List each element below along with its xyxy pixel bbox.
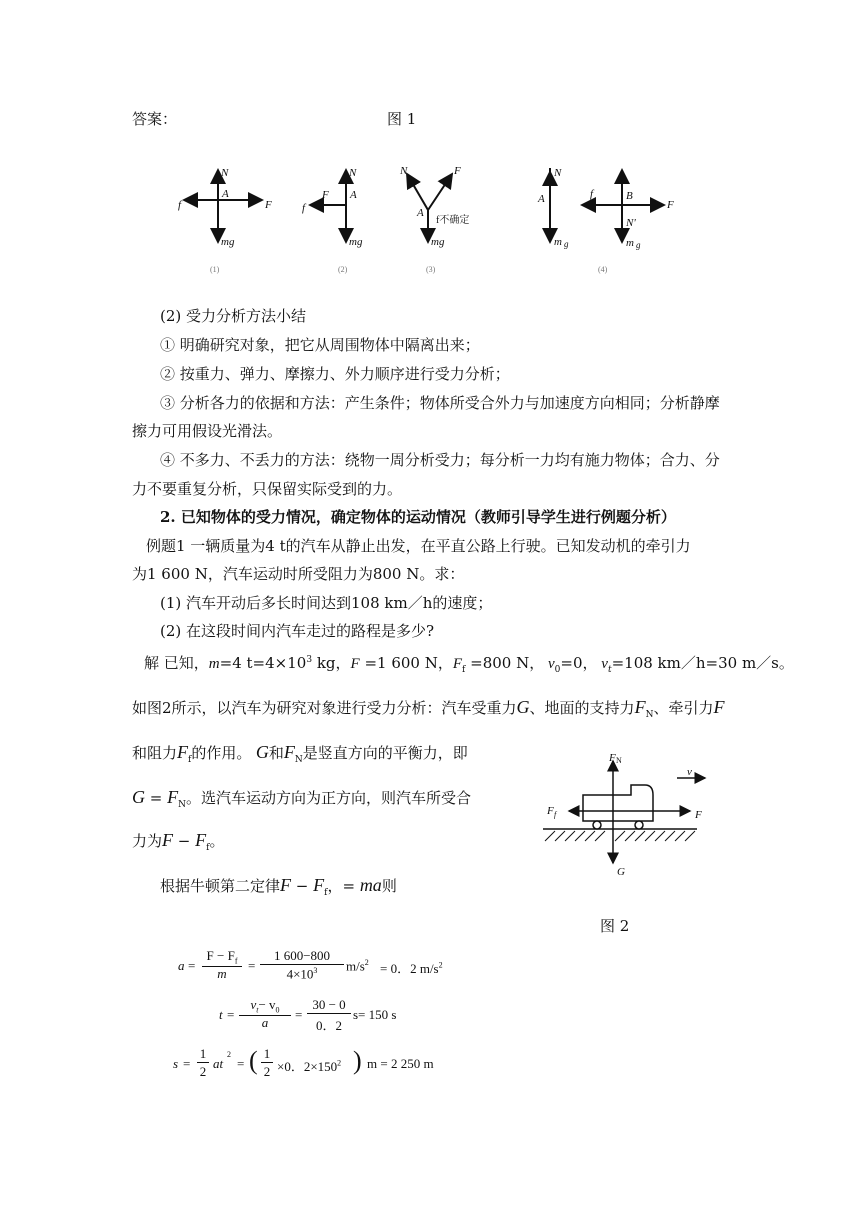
svg-text:(2): (2) (338, 265, 348, 274)
summary-heading: (2) 受力分析方法小结 (160, 307, 307, 325)
summary-item: ① 明确研究对象，把它从周围物体中隔离出来； (160, 336, 480, 354)
question-2: (2) 在这段时间内汽车走过的路程是多少? (160, 622, 435, 640)
svg-text:N: N (554, 167, 562, 179)
summary-item: 力不要重复分析，只保留实际受到的力。 (132, 480, 403, 498)
figure-1-caption: 图 1 (387, 110, 417, 128)
svg-text:(1): (1) (210, 265, 220, 274)
section-2-heading: 2. 已知物体的受力情况，确定物体的运动情况（教师引导学生进行例题分析） (160, 508, 676, 526)
solution-known: 解 已知，m=4 $t=4\times 10^3$ kg，F =1 600 N，$F_f =800$ N， $v_0=0$， $v_t=108$ km／h=30 m／s。 (144, 654, 794, 675)
svg-text:mg: mg (431, 236, 445, 248)
summary-item: ③ 分析各力的依据和方法：产生条件；物体所受合外力与加速度方向相同；分析静摩 (160, 394, 720, 412)
svg-text:m: m (554, 236, 562, 248)
svg-text:N': N' (626, 217, 636, 229)
example-line: 例题1 一辆质量为4 t的汽车从静止出发，在平直公路上行驶。已知发动机的牵引力 (146, 537, 691, 555)
svg-text:v: v (687, 766, 692, 778)
svg-text:g: g (636, 240, 641, 250)
svg-text:mg: mg (349, 236, 363, 248)
svg-text:A: A (350, 189, 357, 201)
svg-text:F: F (695, 809, 702, 821)
svg-text:(4): (4) (598, 265, 608, 274)
figure-1 (170, 150, 690, 280)
svg-text:g: g (564, 239, 569, 249)
svg-text:N: N (616, 756, 622, 765)
svg-text:F: F (454, 165, 461, 177)
summary-item: ② 按重力、弹力、摩擦力、外力顺序进行受力分析； (160, 365, 510, 383)
example-line: 为1 600 N，汽车运动时所受阻力为800 N。求： (132, 565, 465, 583)
figure-2-caption: 图 2 (600, 917, 630, 935)
summary-item: ④ 不多力、不丢力的方法：绕物一周分析受力；每分析一力均有施力物体；合力、分 (160, 451, 720, 469)
svg-text:A: A (417, 207, 424, 219)
svg-text:N: N (400, 165, 408, 177)
svg-text:F: F (667, 199, 674, 211)
svg-text:N: N (221, 167, 229, 179)
svg-text:f: f (590, 188, 594, 200)
solution-analysis: 和阻力$F_f$的作用。 G和$F_N$是竖直方向的平衡力，即 (132, 742, 468, 765)
answer-label: 答案： (132, 110, 178, 128)
svg-text:N: N (349, 167, 357, 179)
svg-text:A: A (538, 193, 545, 205)
svg-text:f: f (178, 199, 182, 211)
solution-analysis: 如图2所示，以汽车为研究对象进行受力分析：汽车受重力G、地面的支持力$F_N$、牵引力F (132, 697, 725, 720)
newton-law-line: 根据牛顿第二定律$F - F_f$，= ma则 (160, 875, 397, 898)
svg-text:f不确定: f不确定 (436, 215, 470, 226)
svg-text:mg: mg (221, 236, 235, 248)
svg-text:F: F (265, 199, 272, 211)
solution-analysis: $G = F_N$。选汽车运动方向为正方向，则汽车所受合 (132, 787, 471, 810)
svg-text:B: B (626, 190, 633, 202)
svg-text:f: f (302, 202, 306, 214)
solution-analysis: 力为$F - F_f$。 (132, 830, 225, 853)
svg-text:F: F (547, 805, 554, 817)
svg-text:A: A (222, 188, 229, 200)
svg-text:G: G (617, 866, 625, 878)
summary-item: 擦力可用假设光滑法。 (132, 422, 283, 440)
svg-text:(3): (3) (426, 265, 436, 274)
figure-2 (535, 745, 710, 885)
svg-text:m: m (626, 237, 634, 249)
svg-text:F: F (609, 752, 616, 764)
svg-text:F: F (322, 189, 329, 201)
svg-text:f: f (554, 810, 557, 819)
question-1: (1) 汽车开动后多长时间达到108 km／h的速度； (160, 594, 493, 612)
